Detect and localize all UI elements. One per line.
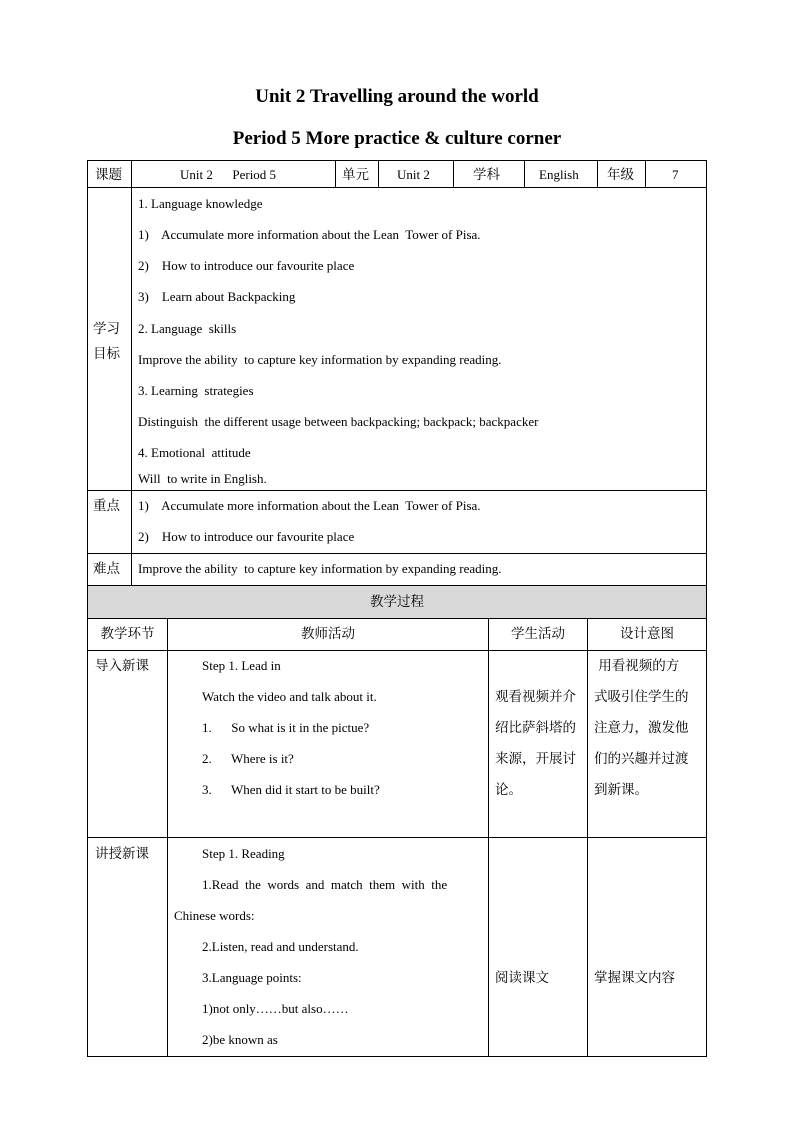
- design-intent-line: 注意力，激发他: [594, 720, 689, 736]
- grade-value: 7: [672, 167, 679, 182]
- design-intent-line: 式吸引住学生的: [594, 689, 689, 705]
- student-activity-line: 观看视频并介: [495, 689, 576, 705]
- teacher-activity-line: Watch the video and talk about it.: [202, 689, 377, 704]
- difficulties-label: 难点: [93, 561, 120, 577]
- design-intent-line: 用看视频的方: [594, 658, 680, 674]
- design-intent-line: 到新课。: [594, 782, 648, 798]
- teacher-activity-line: 2)be known as: [202, 1032, 278, 1047]
- teacher-activity-line: 1. So what is it in the pictue?: [202, 720, 370, 735]
- design-intent-line: 们的兴趣并过渡: [594, 751, 689, 767]
- objective-line: 2. Language skills: [138, 321, 237, 336]
- student-activity-line: 绍比萨斜塔的: [495, 720, 576, 736]
- lesson-label: 课题: [95, 167, 122, 183]
- grade-label: 年级: [607, 167, 634, 183]
- row-stage: 讲授新课: [95, 846, 149, 862]
- teacher-activity-line: 2.Listen, read and understand.: [202, 939, 359, 954]
- design-intent-line: 掌握课文内容: [594, 970, 675, 986]
- teacher-activity-line: Step 1. Reading: [202, 846, 285, 861]
- col-student-header: 学生活动: [511, 626, 565, 642]
- document-title: Unit 2 Travelling around the world: [255, 86, 539, 107]
- unit-label: 单元: [342, 167, 369, 183]
- col-teacher-header: 教师活动: [301, 626, 355, 642]
- objective-line: Will to write in English.: [138, 471, 267, 486]
- lesson-value: Unit 2 Period 5: [180, 167, 277, 182]
- objective-line: 3. Learning strategies: [138, 383, 254, 398]
- row-stage: 导入新课: [95, 658, 149, 674]
- teacher-activity-line: 1)not only……but also……: [202, 1001, 349, 1016]
- objective-line: Improve the ability to capture key information by expanding reading.: [138, 352, 502, 367]
- unit-value: Unit 2: [397, 167, 430, 182]
- objective-line: Distinguish the different usage between backpacking; backpack; backpacker: [138, 414, 539, 429]
- difficulties-text: Improve the ability to capture key information by expanding reading.: [138, 561, 502, 576]
- teacher-activity-line: Chinese words:: [174, 908, 255, 923]
- objective-line: 2) How to introduce our favourite place: [138, 258, 355, 273]
- subject-label: 学科: [473, 167, 500, 183]
- student-activity-line: 来源，开展讨: [495, 751, 576, 767]
- teacher-activity-line: 3.Language points:: [202, 970, 302, 985]
- document-subtitle: Period 5 More practice & culture corner: [232, 128, 562, 149]
- objective-line: 1. Language knowledge: [138, 196, 263, 211]
- col-design-header: 设计意图: [620, 626, 674, 642]
- key-point-line: 1) Accumulate more information about the Lean Tower of Pisa.: [138, 498, 481, 513]
- objective-line: 1) Accumulate more information about the Lean Tower of Pisa.: [138, 227, 481, 242]
- student-activity-line: 阅读课文: [495, 970, 549, 986]
- key-points-label: 重点: [93, 498, 120, 514]
- key-point-line: 2) How to introduce our favourite place: [138, 529, 355, 544]
- student-activity-line: 论。: [495, 782, 522, 798]
- teacher-activity-line: 1.Read the words and match them with the: [202, 877, 448, 892]
- objective-line: 4. Emotional attitude: [138, 445, 251, 460]
- teacher-activity-line: 2. Where is it?: [202, 751, 294, 766]
- objectives-label-2: 目标: [93, 346, 120, 362]
- objectives-label-1: 学习: [93, 321, 120, 337]
- teacher-activity-line: 3. When did it start to be built?: [202, 782, 380, 797]
- teacher-activity-line: Step 1. Lead in: [202, 658, 281, 673]
- process-header: 教学过程: [370, 594, 424, 610]
- objective-line: 3) Learn about Backpacking: [138, 289, 296, 304]
- col-stage-header: 教学环节: [100, 626, 155, 642]
- subject-value: English: [539, 167, 579, 182]
